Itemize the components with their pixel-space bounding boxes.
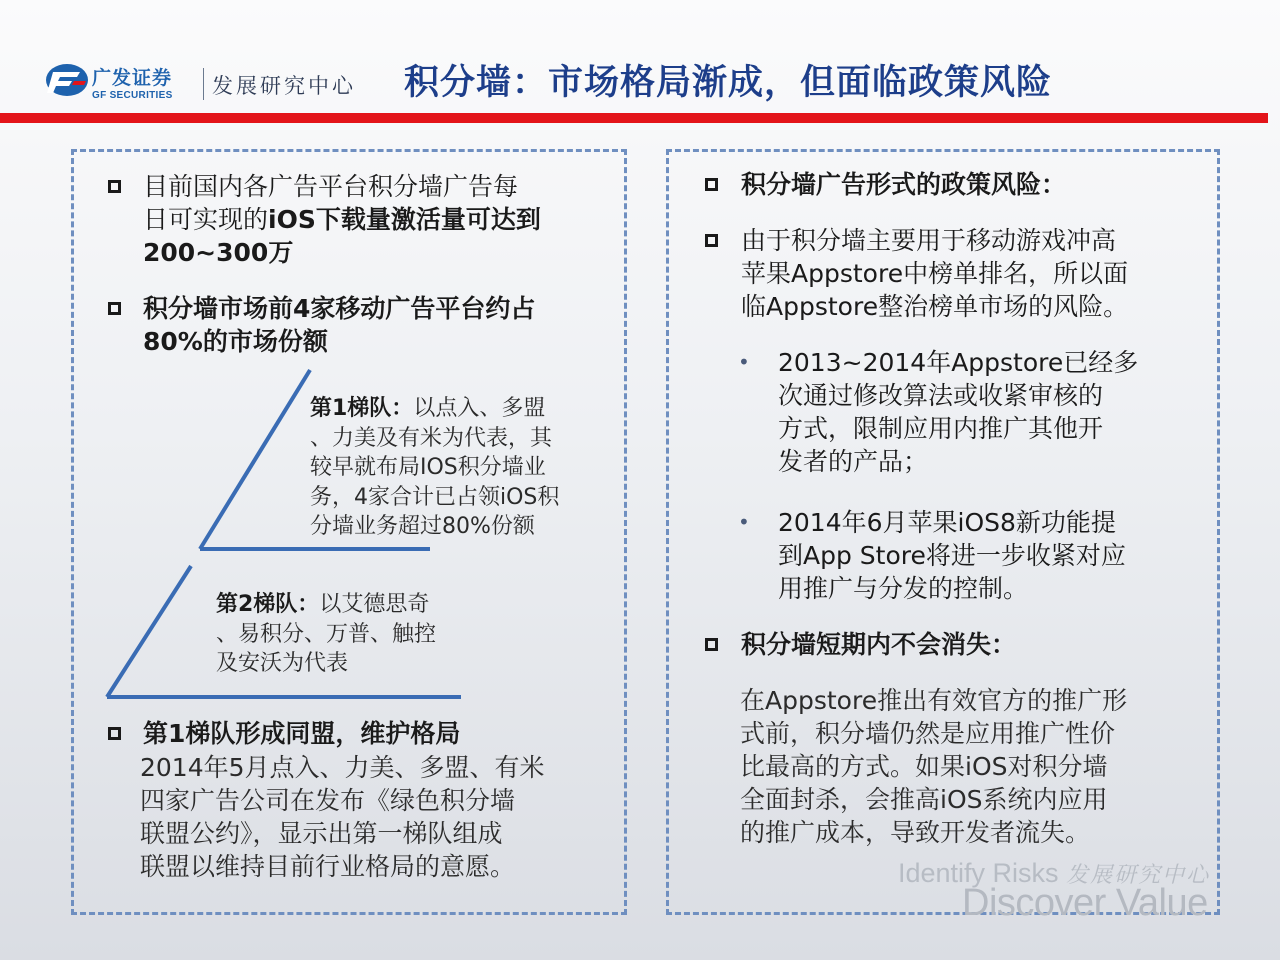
brand-name-cn: 广发证券: [92, 67, 173, 89]
bullet-line: 苹果Appstore中榜单排名，所以面: [741, 259, 1129, 288]
tier-line-part: 以点入、多盟: [413, 396, 546, 421]
left-bullet-alliance: [143, 717, 460, 750]
subitem-line: 2013~2014年Appstore已经多: [778, 348, 1139, 377]
tier-line: 、易积分、万普、触控: [216, 621, 437, 647]
watermark-cn: 发展研究中心: [1066, 863, 1211, 888]
bullet-title: 第1梯队形成同盟，维护格局: [143, 719, 461, 748]
square-bullet-icon: [705, 234, 718, 247]
subitem-line: 2014年6月苹果iOS8新功能提: [778, 508, 1116, 537]
tier1-description: [310, 394, 559, 542]
square-bullet-icon: [705, 178, 718, 191]
tier1-diagonal-line: [200, 370, 310, 549]
square-bullet-icon: [108, 727, 121, 740]
body-line: 联盟以维持目前行业格局的意愿。: [140, 852, 516, 881]
bullet-line: 目前国内各广告平台积分墙广告每: [143, 172, 519, 201]
tier2-label: 第2梯队：: [216, 592, 320, 617]
paragraph-line: 全面封杀，会推高iOS系统内应用: [740, 785, 1108, 814]
slide-title: 积分墙：市场格局渐成，但面临政策风险: [404, 63, 1053, 103]
subitem-line: 到App Store将进一步收紧对应: [778, 541, 1126, 570]
paragraph-line: 比最高的方式。如果iOS对积分墙: [740, 752, 1108, 781]
tier-line: [216, 590, 436, 620]
body-line: 联盟公约》，显示出第一梯队组成: [140, 819, 503, 848]
bullet-line: 80%的市场份额: [143, 327, 328, 356]
alliance-body: [140, 751, 545, 883]
dot-bullet-icon: •: [738, 510, 750, 534]
right-heading-not-disappear: 积分墙短期内不会消失：: [741, 630, 1017, 659]
paragraph-line: 式前，积分墙仍然是应用推广性价: [740, 719, 1116, 748]
subitem-line: 用推广与分发的控制。: [778, 574, 1029, 603]
tier-line: 及安沃为代表: [216, 651, 349, 676]
bullet-line: 临Appstore整治榜单市场的风险。: [741, 292, 1129, 321]
tier-line: 务，4家合计已占领iOS积: [310, 484, 560, 510]
bullet-line: 由于积分墙主要用于移动游戏冲高: [741, 226, 1117, 255]
right-subitem-2014: [778, 506, 1126, 605]
department-name: 发展研究中心: [212, 74, 356, 98]
body-line: 2014年5月点入、力美、多盟、有米: [140, 753, 545, 782]
bullet-line: 积分墙市场前4家移动广告平台约占: [143, 294, 536, 323]
tier-line: 、力美及有米为代表，其: [310, 425, 553, 451]
right-heading-policy-risk: 积分墙广告形式的政策风险：: [741, 170, 1067, 199]
right-subitem-2013: [778, 346, 1138, 478]
tier-line: [310, 394, 559, 424]
right-paragraph-outlook: [740, 684, 1127, 849]
bullet-line-part: 日可实现的: [143, 205, 269, 234]
subitem-line: 发者的产品；: [778, 447, 929, 476]
body-line: 四家广告公司在发布《绿色积分墙: [140, 786, 516, 815]
bullet-line: 200~300万: [143, 238, 294, 267]
dot-bullet-icon: •: [738, 350, 750, 374]
tier-line: 分墙业务超过80%份额: [310, 514, 535, 539]
subitem-line: 方式，限制应用内推广其他开: [778, 414, 1104, 443]
subitem-line: 次通过修改算法或收紧审核的: [778, 381, 1104, 410]
tier-line-part: 以艾德思奇: [319, 592, 430, 617]
tier2-description: [216, 590, 436, 679]
watermark-discover-value: Discover Value: [962, 882, 1208, 924]
watermark-en: Identify Risks: [898, 858, 1059, 888]
square-bullet-icon: [705, 638, 718, 651]
bullet-line-part-bold: iOS下载量激活量可达到: [268, 205, 541, 234]
right-bullet-appstore-risk: [741, 224, 1128, 323]
paragraph-line: 在Appstore推出有效官方的推广形: [740, 686, 1128, 715]
paragraph-line: 的推广成本，导致开发者流失。: [740, 818, 1091, 847]
brand-name-en: GF SECURITIES: [92, 90, 173, 101]
tier2-diagonal-line: [107, 566, 191, 697]
tier-line: 较早就布局IOS积分墙业: [310, 455, 546, 480]
tier1-label: 第1梯队：: [310, 396, 414, 421]
